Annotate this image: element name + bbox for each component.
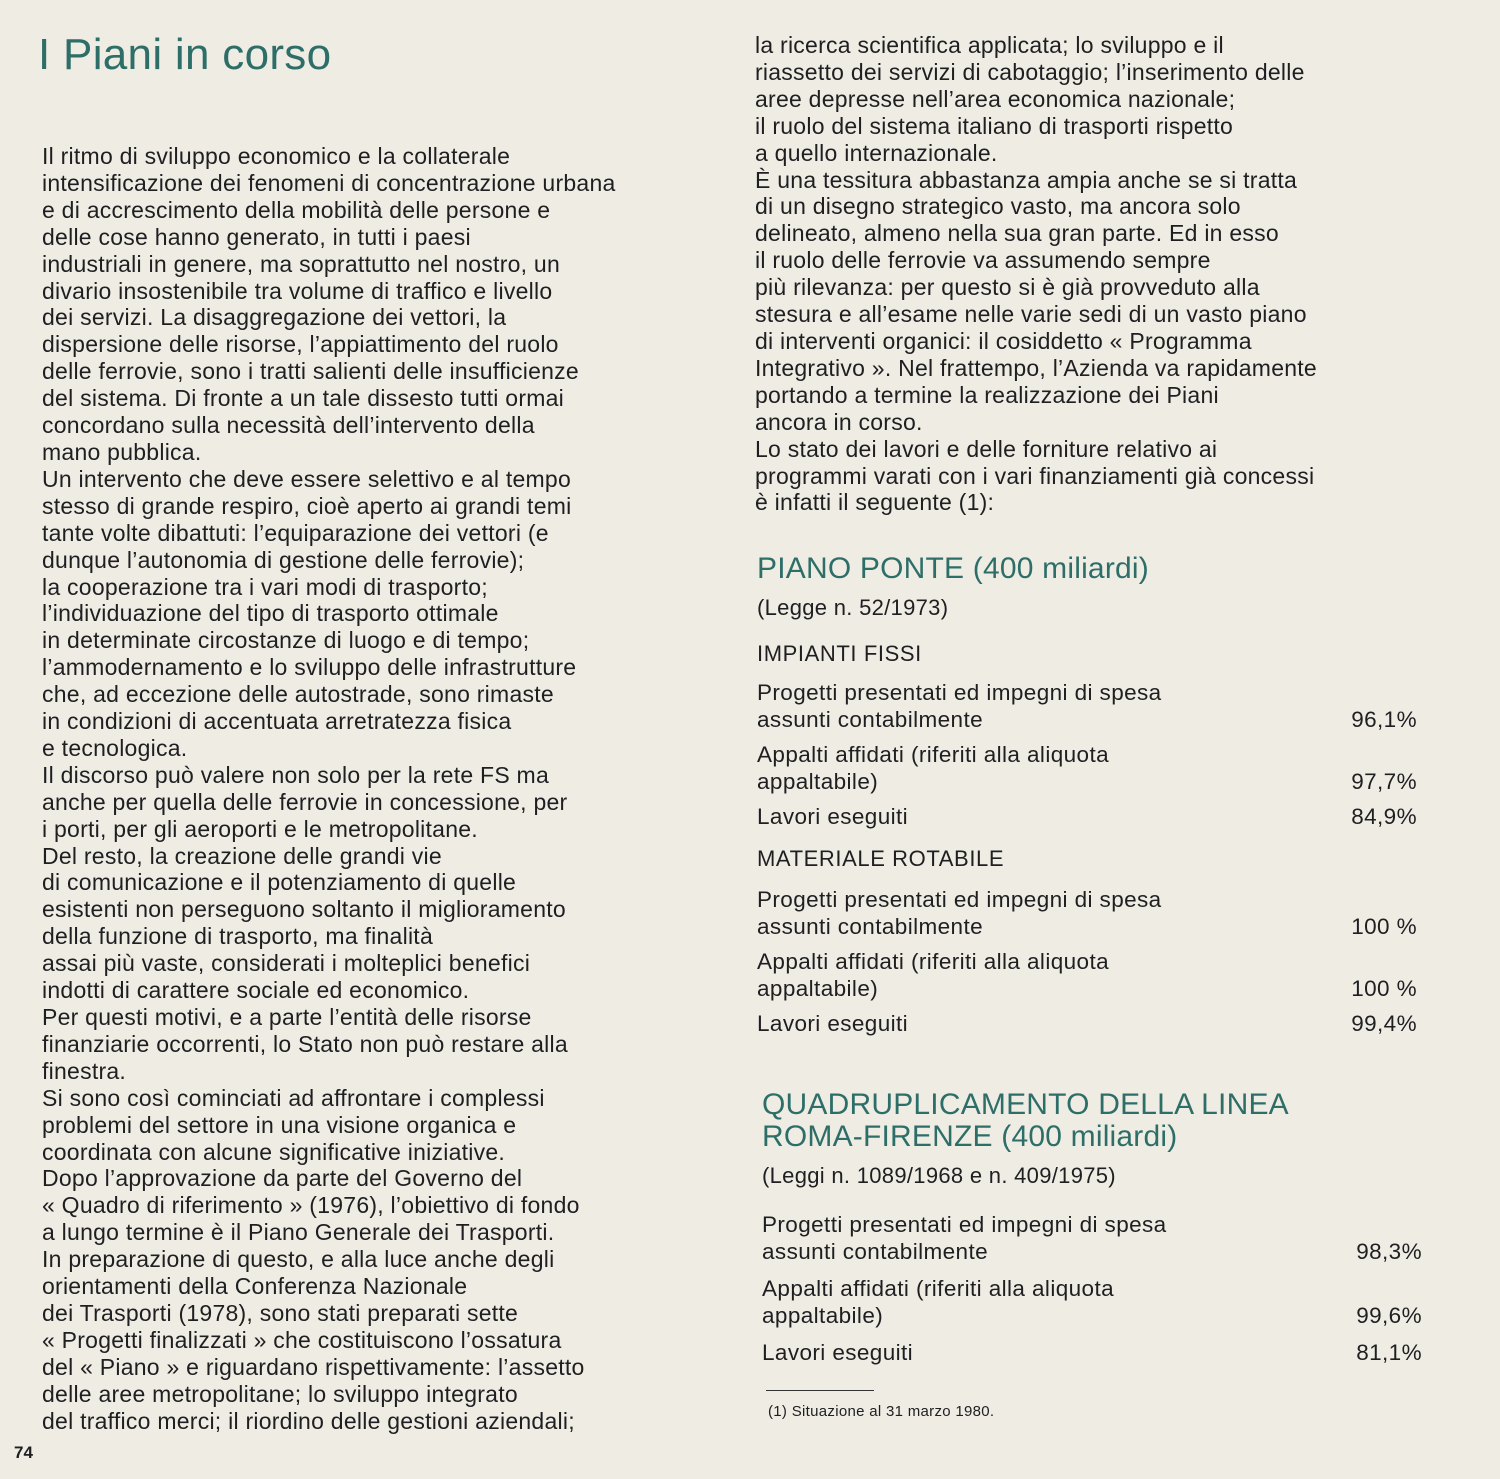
table-row: [762, 1211, 1422, 1265]
materiale-rotabile-heading: MATERIALE ROTABILE: [757, 846, 1005, 871]
row-label: [757, 803, 1277, 830]
text-line: l’ammodernamento e lo sviluppo delle infrastrutture: [42, 654, 577, 681]
text-line: esistenti non perseguono soltanto il miglioramento: [42, 896, 566, 923]
row-label-line: Appalti affidati (riferiti alla aliquota: [762, 1276, 1115, 1301]
quadruplicamento-law: (Leggi n. 1089/1968 e n. 409/1975): [762, 1163, 1116, 1188]
text-line: Lo stato dei lavori e delle forniture relativo ai: [755, 435, 1218, 462]
text-line: riassetto dei servizi di cabotaggio; l’inserimento delle: [755, 58, 1305, 85]
row-label-line: assunti contabilmente: [762, 1239, 989, 1264]
text-line: finestra.: [42, 1057, 127, 1084]
text-line: la ricerca scientifica applicata; lo sviluppo e il: [755, 32, 1224, 58]
text-line: della funzione di trasporto, ma finalità: [42, 923, 433, 950]
text-line: più rilevanza: per questo si è già provveduto alla: [755, 274, 1260, 301]
row-label: [757, 679, 1277, 733]
row-label-line: Lavori eseguiti: [757, 804, 909, 829]
text-line: a quello internazionale.: [755, 139, 998, 166]
row-label-line: appaltabile): [757, 976, 879, 1001]
text-line: dei Trasporti (1978), sono stati preparati sette: [42, 1299, 519, 1326]
text-line: Il discorso può valere non solo per la rete FS ma: [42, 761, 549, 788]
text-line: assai più vaste, considerati i molteplici benefici: [42, 950, 531, 977]
page-title: I Piani in corso: [38, 30, 332, 79]
text-line: di un disegno strategico vasto, ma ancora solo: [755, 193, 1241, 220]
text-line: del « Piano » e riguardano rispettivamente: l’assetto: [42, 1353, 585, 1380]
text-line: Un intervento che deve essere selettivo e al tempo: [42, 465, 572, 492]
row-percentage: 99,4%: [1351, 1011, 1417, 1036]
row-percentage: 100 %: [1351, 976, 1417, 1001]
text-line: mano pubblica.: [42, 438, 202, 465]
text-line: Del resto, la creazione delle grandi vie: [42, 842, 442, 869]
text-line: del traffico merci; il riordino delle gestioni aziendali;: [42, 1407, 575, 1434]
text-line: Dopo l’approvazione da parte del Governo del: [42, 1165, 523, 1192]
row-label-line: Appalti affidati (riferiti alla aliquota: [757, 742, 1110, 767]
piano-ponte-section: [757, 553, 1417, 1045]
text-line: che, ad eccezione delle autostrade, sono rimaste: [42, 681, 554, 708]
row-percentage: 84,9%: [1351, 804, 1417, 829]
row-percentage: 98,3%: [1356, 1239, 1422, 1264]
text-line: concordano sulla necessità dell’intervento della: [42, 412, 535, 439]
text-line: ancora in corso.: [755, 408, 923, 435]
text-line: tante volte dibattuti: l’equiparazione dei vettori (e: [42, 519, 549, 546]
text-line: divario insostenibile tra volume di traffico e livello: [42, 277, 553, 304]
text-line: stesso di grande respiro, cioè aperto ai grandi temi: [42, 492, 572, 519]
text-line: In preparazione di questo, e alla luce anche degli: [42, 1246, 555, 1273]
text-line: Si sono così cominciati ad affrontare i complessi: [42, 1084, 545, 1111]
row-label: [757, 1010, 1277, 1037]
text-line: i porti, per gli aeroporti e le metropolitane.: [42, 815, 478, 842]
text-line: portando a termine la realizzazione dei Piani: [755, 381, 1219, 408]
text-line: È una tessitura abbastanza ampia anche se si tratta: [755, 166, 1298, 193]
text-line: in determinate circostanze di luogo e di tempo;: [42, 627, 530, 654]
row-label-line: Progetti presentati ed impegni di spesa: [762, 1212, 1167, 1237]
text-line: il ruolo delle ferrovie va assumendo sempre: [755, 247, 1211, 274]
materiale-rotabile-table: [757, 886, 1417, 1037]
left-text-column: [42, 143, 702, 1435]
text-line: delle cose hanno generato, in tutti i paesi: [42, 223, 471, 250]
text-line: « Progetti finalizzati » che costituiscono l’ossatura: [42, 1326, 562, 1353]
footnote: (1) Situazione al 31 marzo 1980.: [768, 1403, 995, 1420]
table-row: [762, 1275, 1422, 1329]
text-line: l’individuazione del tipo di trasporto ottimale: [42, 600, 499, 627]
piano-ponte-law: (Legge n. 52/1973): [757, 595, 949, 620]
text-line: il ruolo del sistema italiano di trasporti rispetto: [755, 112, 1234, 139]
footnote-divider: [766, 1390, 874, 1391]
table-row: [757, 886, 1417, 940]
row-label-line: Appalti affidati (riferiti alla aliquota: [757, 949, 1110, 974]
text-line: dispersione delle risorse, l’appiattimento del ruolo: [42, 331, 559, 358]
row-label: [757, 741, 1277, 795]
row-label-line: assunti contabilmente: [757, 707, 984, 732]
quadruplicamento-table: [762, 1211, 1422, 1366]
text-line: intensificazione dei fenomeni di concentrazione urbana: [42, 169, 616, 196]
text-line: coordinata con alcune significative iniziative.: [42, 1138, 506, 1165]
row-label-line: appaltabile): [757, 769, 879, 794]
text-line: Integrativo ». Nel frattempo, l’Azienda va rapidamente: [755, 354, 1317, 381]
text-line: problemi del settore in una visione organica e: [42, 1111, 517, 1138]
page-number: 74: [14, 1443, 33, 1462]
text-line: la cooperazione tra i vari modi di trasporto;: [42, 573, 488, 600]
table-row: [757, 803, 1417, 830]
text-line: delle ferrovie, sono i tratti salienti delle insufficienze: [42, 358, 579, 385]
row-label: [757, 886, 1277, 940]
row-label-line: Progetti presentati ed impegni di spesa: [757, 680, 1162, 705]
text-line: del sistema. Di fronte a un tale dissesto tutti ormai: [42, 385, 565, 412]
piano-ponte-title: PIANO PONTE (400 miliardi): [757, 552, 1149, 585]
text-line: Per questi motivi, e a parte l’entità delle risorse: [42, 1004, 532, 1030]
text-line: orientamenti della Conferenza Nazionale: [42, 1273, 468, 1300]
row-label-line: Progetti presentati ed impegni di spesa: [757, 887, 1162, 912]
text-line: è infatti il seguente (1):: [755, 489, 995, 516]
table-row: [757, 741, 1417, 795]
quadruplicamento-title-line-1: QUADRUPLICAMENTO DELLA LINEA: [762, 1088, 1289, 1121]
row-percentage: 96,1%: [1351, 707, 1417, 732]
table-row: [757, 679, 1417, 733]
row-label: [762, 1339, 1282, 1366]
right-text-column: [755, 32, 1435, 516]
text-line: e tecnologica.: [42, 734, 188, 761]
row-label-line: Lavori eseguiti: [757, 1011, 909, 1036]
text-line: aree depresse nell’area economica nazionale;: [755, 85, 1236, 112]
row-percentage: 99,6%: [1356, 1303, 1422, 1328]
row-label-line: assunti contabilmente: [757, 914, 984, 939]
text-line: dunque l’autonomia di gestione delle ferrovie);: [42, 546, 525, 573]
text-line: programmi varati con i vari finanziamenti già concessi: [755, 462, 1315, 489]
row-label: [762, 1211, 1282, 1265]
text-line: Il ritmo di sviluppo economico e la collaterale: [42, 143, 511, 169]
row-percentage: 97,7%: [1351, 769, 1417, 794]
table-row: [757, 948, 1417, 1002]
table-row: [757, 1010, 1417, 1037]
text-line: « Quadro di riferimento » (1976), l’obiettivo di fondo: [42, 1192, 580, 1219]
text-line: indotti di carattere sociale ed economico.: [42, 977, 470, 1004]
quadruplicamento-title-line-2: ROMA-FIRENZE (400 miliardi): [762, 1120, 1178, 1153]
row-label: [757, 948, 1277, 1002]
text-line: dei servizi. La disaggregazione dei vettori, la: [42, 304, 507, 331]
text-line: anche per quella delle ferrovie in concessione, per: [42, 788, 568, 815]
text-line: finanziarie occorrenti, lo Stato non può restare alla: [42, 1030, 568, 1057]
table-row: [762, 1339, 1422, 1366]
text-line: a lungo termine è il Piano Generale dei Trasporti.: [42, 1219, 555, 1246]
row-label-line: appaltabile): [762, 1303, 884, 1328]
row-label-line: Lavori eseguiti: [762, 1340, 914, 1365]
text-line: delle aree metropolitane; lo sviluppo integrato: [42, 1380, 518, 1407]
impianti-fissi-table: [757, 679, 1417, 830]
impianti-fissi-heading: IMPIANTI FISSI: [757, 641, 922, 666]
text-line: di interventi organici: il cosiddetto « Programma: [755, 327, 1252, 354]
text-line: stesura e all’esame nelle varie sedi di un vasto piano: [755, 301, 1307, 328]
row-label: [762, 1275, 1282, 1329]
text-line: e di accrescimento della mobilità delle persone e: [42, 196, 551, 223]
row-percentage: 81,1%: [1356, 1340, 1422, 1365]
text-line: di comunicazione e il potenziamento di quelle: [42, 869, 517, 896]
text-line: industriali in genere, ma soprattutto nel nostro, un: [42, 250, 561, 277]
quadruplicamento-section: [762, 1089, 1422, 1376]
row-percentage: 100 %: [1351, 914, 1417, 939]
text-line: in condizioni di accentuata arretratezza fisica: [42, 708, 512, 735]
text-line: delineato, almeno nella sua gran parte. Ed in esso: [755, 220, 1279, 247]
